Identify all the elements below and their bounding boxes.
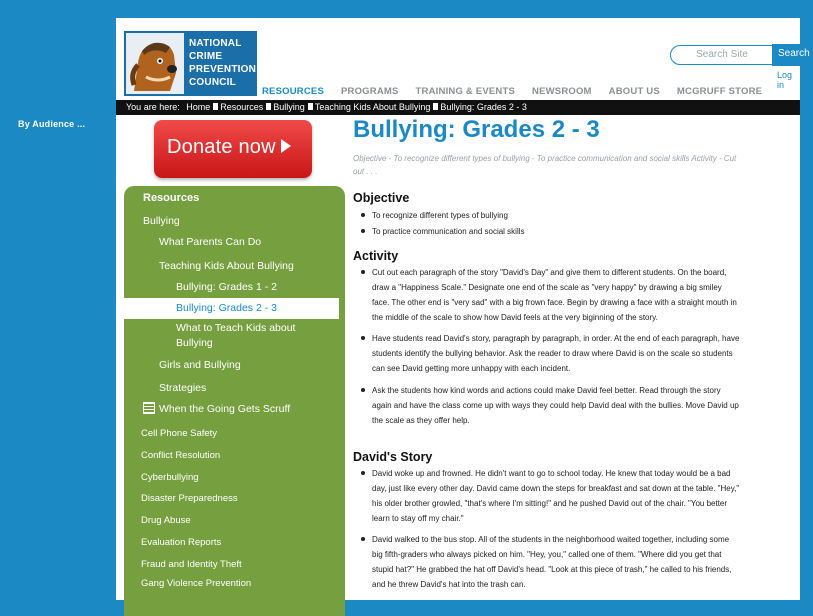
story-heading: David's Story [353, 450, 433, 464]
search-button[interactable]: Search [772, 44, 812, 66]
sidebar-item-teaching-kids[interactable]: Teaching Kids About Bullying [159, 260, 294, 272]
search-input[interactable]: Search Site [670, 45, 774, 65]
breadcrumb-prefix: You are here: [126, 102, 180, 112]
logo-text: NATIONAL CRIME PREVENTION COUNCIL [189, 38, 257, 88]
mcgruff-dog-icon [126, 33, 184, 94]
objective-heading: Objective [353, 191, 410, 205]
sidebar-item-girls[interactable]: Girls and Bullying [159, 359, 241, 371]
sidebar-item-gang-violence[interactable]: Gang Violence Prevention [141, 578, 252, 589]
sidebar-item-fraud[interactable]: Fraud and Identity Theft [141, 559, 242, 570]
sidebar-item-what-to-teach-line1: What to Teach Kids about [176, 322, 296, 334]
breadcrumb-current: Bullying: Grades 2 - 3 [440, 102, 527, 112]
list-item: To practice communication and social skills [372, 224, 802, 239]
nav-about-us[interactable]: ABOUT US [608, 86, 660, 97]
sidebar-item-what-to-teach-line2: Bullying [176, 337, 213, 349]
breadcrumb-separator-icon [433, 103, 438, 110]
sidebar-item-disaster[interactable]: Disaster Preparedness [141, 493, 238, 504]
list-item: Ask the students how kind words and actions could make David feel better. Read through the story again and have the class come up with ways they could help David deal with the bullies. Move David up the scale as they offer help. [372, 383, 802, 428]
play-arrow-icon [281, 139, 291, 153]
breadcrumb [116, 100, 800, 115]
sidebar-item-grades-1-2[interactable]: Bullying: Grades 1 - 2 [176, 281, 277, 293]
breadcrumb-separator-icon [213, 103, 218, 110]
sidebar-item-what-to-teach[interactable] [176, 322, 295, 349]
nav-mcgruff-store[interactable]: MCGRUFF STORE [676, 86, 763, 97]
breadcrumb-separator-icon [266, 103, 271, 110]
sidebar-active-highlight[interactable] [124, 298, 339, 319]
left-audience-strip [0, 0, 116, 600]
document-icon [143, 402, 155, 414]
sidebar-item-cyberbullying[interactable]: Cyberbullying [141, 472, 199, 483]
main-nav [262, 86, 779, 97]
donate-label: Donate now [167, 136, 276, 158]
page-title: Bullying: Grades 2 - 3 [353, 116, 600, 143]
list-item: David woke up and frowned. He didn't want to go to school today. He knew that today would be a bad day, just like every other day. David came down the steps for breakfast and sat down at the table. "Hey," his older brother growled, "that's where I'm sitting!" and he pushed David out of the chair. "You better learn to stay off my chair." [372, 466, 802, 526]
nav-resources[interactable]: RESOURCES [262, 86, 324, 97]
list-item: To recognize different types of bullying [372, 208, 802, 223]
sidebar-item-bullying[interactable]: Bullying [143, 215, 180, 227]
breadcrumb-home[interactable]: Home [186, 102, 211, 112]
nav-newsroom[interactable]: NEWSROOM [532, 86, 592, 97]
sidebar [124, 186, 345, 616]
nav-training-events[interactable]: TRAINING & EVENTS [415, 86, 516, 97]
sidebar-item-cell-phone[interactable]: Cell Phone Safety [141, 428, 218, 439]
login-link[interactable]: Log in [777, 70, 793, 90]
page-intro: Objective - To recognize different types of bullying - To practice communication and social skills Activity - Cut out . . . [353, 154, 737, 176]
sidebar-item-going-gets[interactable] [143, 402, 290, 415]
breadcrumb-separator-icon [308, 103, 313, 110]
donate-button[interactable] [154, 120, 312, 178]
sidebar-header-resources[interactable]: Resources [143, 192, 200, 204]
sidebar-item-going-gets-label: When the Going Gets Scruff [159, 403, 291, 415]
list-item: Have students read David's story, paragraph by paragraph, in order. At the end of each paragraph, have students identify the bullying behavior. Ask the reader to draw where David is on the scale so students can see David getting more unhappy with each incident. [372, 331, 802, 376]
sidebar-item-what-parents[interactable]: What Parents Can Do [159, 236, 262, 248]
activity-heading: Activity [353, 249, 399, 263]
sidebar-item-grades-2-3: Bullying: Grades 2 - 3 [176, 302, 277, 314]
by-audience-link[interactable]: By Audience ... [18, 119, 86, 129]
sidebar-item-evaluation[interactable]: Evaluation Reports [141, 537, 222, 548]
list-item: Cut out each paragraph of the story "David's Day" and give them to different students. On the board, draw a "Happiness Scale." Designate one end of the scale as "very happy" by drawing a big smiley face. The other end is "very sad" with a big frown face. Begin by drawing a face with a straight mouth in the middle of the scale to show how David feels at the very biginning of the story. [372, 265, 802, 325]
list-item: David walked to the bus stop. All of the students in the neighborhood waited together, including some big fifth-graders who always picked on him. "Hey, you," called one of them. "Where did you get that stupid hat?" He grabbed the hat off David's head. "Look at this piece of trash," he called to his friends, and he threw David's hat into the trash can. [372, 532, 802, 592]
nav-programs[interactable]: PROGRAMS [340, 86, 399, 97]
sidebar-item-drug-abuse[interactable]: Drug Abuse [141, 515, 191, 526]
ncpc-logo[interactable] [124, 31, 257, 96]
page-container [116, 18, 810, 600]
breadcrumb-resources[interactable]: Resources [220, 102, 264, 112]
sidebar-item-conflict[interactable]: Conflict Resolution [141, 450, 221, 461]
sidebar-item-strategies[interactable]: Strategies [159, 382, 207, 394]
breadcrumb-teaching-kids[interactable]: Teaching Kids About Bullying [314, 102, 431, 112]
breadcrumb-bullying[interactable]: Bullying [273, 102, 305, 112]
